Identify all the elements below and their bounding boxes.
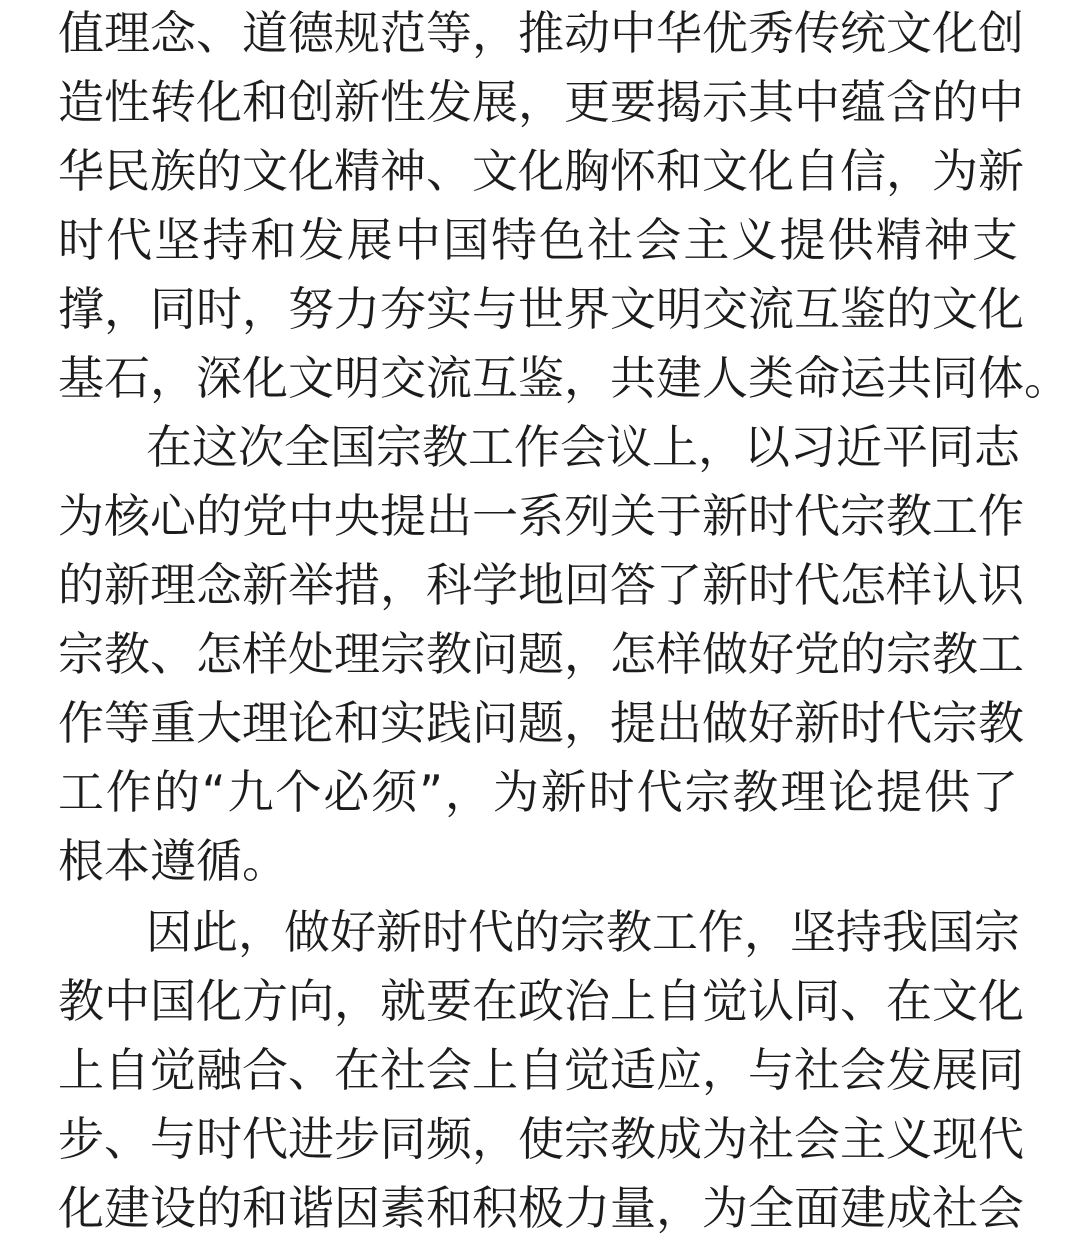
- text-line: 宗教、怎样处理宗教问题，怎样做好党的宗教工: [58, 627, 1024, 681]
- text-line: 步、与时代进步同频，使宗教成为社会主义现代: [58, 1112, 1024, 1166]
- text-line: 值理念、道德规范等，推动中华优秀传统文化创: [58, 6, 1024, 60]
- paragraph-first-line: 在这次全国宗教工作会议上，以习近平同志: [146, 420, 1020, 474]
- text-line: 华民族的文化精神、文化胸怀和文化自信，为新: [58, 144, 1024, 198]
- text-line: 作等重大理论和实践问题，提出做好新时代宗教: [58, 696, 1024, 750]
- text-line: 教中国化方向，就要在政治上自觉认同、在文化: [58, 974, 1024, 1028]
- text-line: 上自觉融合、在社会上自觉适应，与社会发展同: [58, 1043, 1024, 1097]
- paragraph-first-line: 因此，做好新时代的宗教工作，坚持我国宗: [146, 905, 1020, 959]
- text-line: 撑，同时，努力夯实与世界文明交流互鉴的文化: [58, 282, 1024, 336]
- text-line: 造性转化和创新性发展，更要揭示其中蕴含的中: [58, 75, 1024, 129]
- text-line: 为核心的党中央提出一系列关于新时代宗教工作: [58, 489, 1024, 543]
- text-line: 的新理念新举措，科学地回答了新时代怎样认识: [58, 558, 1024, 612]
- text-line: 时代坚持和发展中国特色社会主义提供精神支: [58, 213, 1018, 267]
- text-line: 基石，深化文明交流互鉴，共建人类命运共同体。: [58, 351, 1070, 405]
- text-line: 化建设的和谐因素和积极力量，为全面建成社会: [58, 1181, 1024, 1235]
- text-line: 工作的“九个必须”，为新时代宗教理论提供了: [58, 765, 1018, 819]
- text-line: 根本遵循。: [58, 834, 288, 888]
